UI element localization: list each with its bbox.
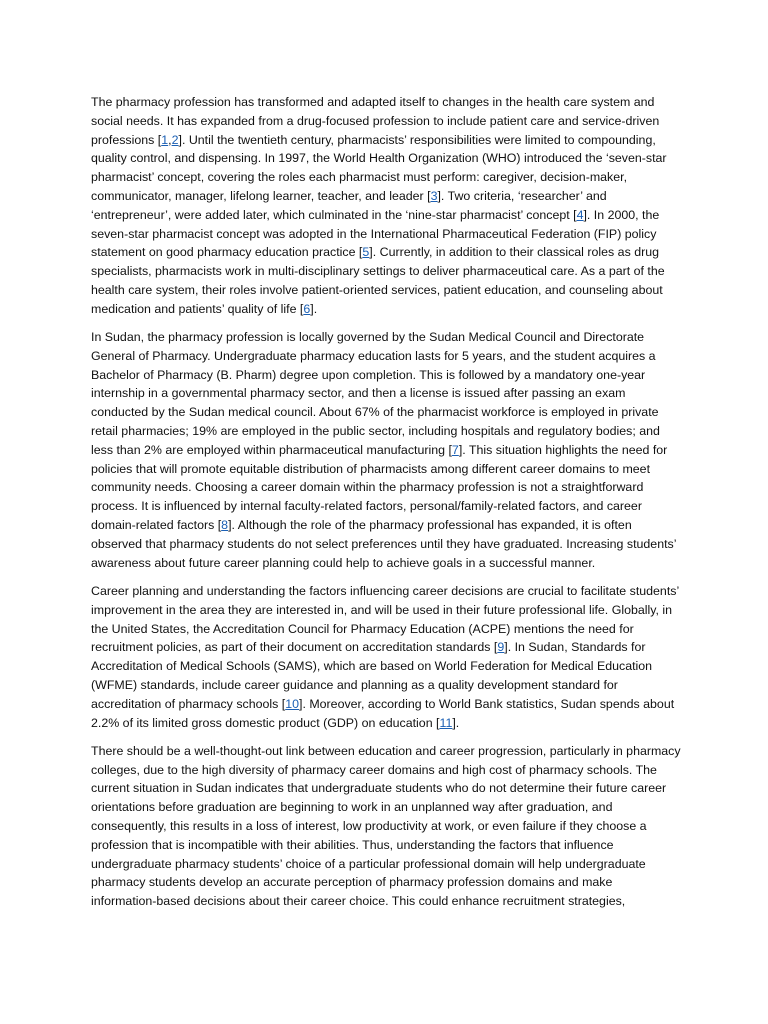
citation-link[interactable]: 3 <box>430 188 438 203</box>
citation-link[interactable]: 2 <box>171 132 179 147</box>
body-text: The pharmacy profession has transformed and adapted itself to changes in the health care system and social needs. It has expanded from a drug-focused profession to include patient care and service-driven professions [ <box>91 95 660 147</box>
citation-link[interactable]: 11 <box>439 715 453 730</box>
paragraph-1 <box>91 93 681 319</box>
body-text: ]. <box>310 301 318 316</box>
body-text: ]. Moreover, according to World Bank statistics, Sudan spends about 2.2% of its limited gross domestic product (GDP) on education [ <box>91 696 675 730</box>
body-text: ]. In Sudan, Standards for Accreditation of Medical Schools (SAMS), which are based on World Federation for Medical Education (WFME) standards, include career guidance and planning as a quality development standard for accreditation of pharmacy schools [ <box>91 640 653 711</box>
citation-link[interactable]: 5 <box>362 245 370 260</box>
citation-link[interactable]: 9 <box>497 640 505 655</box>
body-text: Career planning and understanding the factors influencing career decisions are crucial to facilitate students’ improvement in the area they are interested in, and will be used in their future professional life. Globally, in the United States, the Accreditation Council for Pharmacy Education (ACPE) mentions the need for recruitment policies, as part of their document on accreditation standards [ <box>91 583 679 655</box>
citation-link[interactable]: 10 <box>285 696 300 711</box>
document-page <box>91 93 681 920</box>
body-text: ]. Until the twentieth century, pharmacists’ responsibilities were limited to compounding, quality control, and dispensing. In 1997, the World Health Organization (WHO) introduced the ‘seven-star pharmacist’ concept, covering the roles each pharmacist must perform: caregiver, decision-maker, communicator, manager, lifelong learner, teacher, and leader [ <box>91 132 667 203</box>
citation-link[interactable]: 7 <box>451 442 459 457</box>
citation-link[interactable]: 8 <box>221 518 229 533</box>
body-text: There should be a well-thought-out link between education and career progression, particularly in pharmacy colleges, due to the high diversity of pharmacy career domains and high cost of pharmacy schools. The current situation in Sudan indicates that undergraduate students who do not determine their future career orientations before graduation are beginning to work in an unplanned way after graduation, and consequently, this results in a loss of interest, low productivity at work, or even failure if they choose a profession that is incompatible with their abilities. Thus, understanding the factors that influence undergraduate pharmacy students’ choice of a particular professional domain will help undergraduate pharmacy students develop an accurate perception of pharmacy profession domains and make information-based decisions about their career choice. This could enhance recruitment strategies, <box>91 743 681 909</box>
body-text: ]. Two criteria, ‘researcher’ and ‘entrepreneur’, were added later, which culminated in the ‘nine-star pharmacist’ concept [ <box>91 188 607 222</box>
paragraph-2 <box>91 328 681 572</box>
body-text: ]. Although the role of the pharmacy professional has expanded, it is often observed that pharmacy students do not select preferences until they have graduated. Increasing students’ awareness about future career planning could help to achieve goals in a successful manner. <box>91 518 677 570</box>
body-text: ]. This situation highlights the need for policies that will promote equitable distribution of pharmacists among different career domains to meet community needs. Choosing a career domain within the pharmacy profession is not a straightforward process. It is influenced by internal faculty-related factors, personal/family-related factors, and career domain-related factors [ <box>91 442 668 533</box>
body-text: ]. Currently, in addition to their classical roles as drug specialists, pharmacists work in multi-disciplinary settings to deliver pharmaceutical care. As a part of the health care system, their roles involve patient-oriented services, patient education, and counseling about medication and patients’ quality of life [ <box>91 245 665 316</box>
paragraph-3 <box>91 582 681 732</box>
citation-link[interactable]: 4 <box>576 207 584 222</box>
body-text: , <box>168 132 172 147</box>
body-text: ]. In 2000, the seven-star pharmacist concept was adopted in the International Pharmaceutical Federation (FIP) policy statement on good pharmacy education practice [ <box>91 207 660 260</box>
citation-link[interactable]: 1 <box>161 132 169 147</box>
body-text: In Sudan, the pharmacy profession is locally governed by the Sudan Medical Council and Directorate General of Pharmacy. Undergraduate pharmacy education lasts for 5 years, and the student acquires a Bachelor of Pharmacy (B. Pharm) degree upon completion. This is followed by a mandatory one-year internship in a governmental pharmacy sector, and then a license is issued after passing an exam conducted by the Sudan medical council. About 67% of the pharmacist workforce is employed in private retail pharmacies; 19% are employed in the public sector, including hospitals and regulatory bodies; and less than 2% are employed within pharmaceutical manufacturing [ <box>91 330 660 457</box>
paragraph-4 <box>91 742 681 911</box>
body-text: ]. <box>452 715 460 730</box>
citation-link[interactable]: 6 <box>303 301 311 316</box>
